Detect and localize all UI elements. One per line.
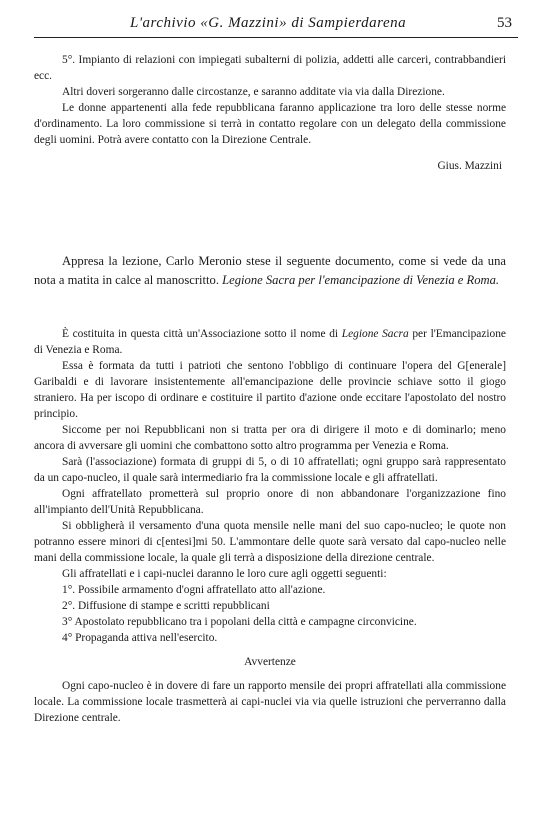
signature: Gius. Mazzini <box>437 160 502 172</box>
document-body <box>34 326 506 726</box>
paragraph: Sarà (l'associazione) formata di gruppi di 5, o di 10 affratellati; ogni gruppo sarà rappresentato da un capo-nucleo, il quale sarà intermediario fra la commissione locale e gli affratellati. <box>34 456 506 484</box>
paragraph: Gli affratellati e i capi-nuclei daranno le loro cure agli oggetti seguenti: <box>62 568 387 580</box>
paragraph: Altri doveri sorgeranno dalle circostanze, e saranno additate via via dalla Direzione. <box>62 86 445 98</box>
running-title: L'archivio «G. Mazzini» di Sampierdarena <box>130 15 407 31</box>
paragraph: Ogni capo-nucleo è in dovere di fare un rapporto mensile dei propri affratellati alla commissione locale. La commissione locale trasmetterà ai capi-nuclei via via quelle istruzioni che perverranno dalla Direzione centrale. <box>34 680 506 724</box>
item-5: 5°. Impianto di relazioni con impiegati subalterni di polizia, addetti alle carceri, contrabbandieri ecc. <box>34 54 506 82</box>
paragraph: Siccome per noi Repubblicani non si tratta per ora di dirigere il moto e di dominarlo; meno ancora di avversare gli uomini che combattono sotto altro programma per Venezia e Roma. <box>34 424 506 452</box>
list-item: 3° Apostolato repubblicano tra i popolani della città e campagne circonvicine. <box>62 616 417 628</box>
running-header <box>34 15 518 38</box>
section-heading: Avvertenze <box>244 656 296 668</box>
paragraph: Le donne appartenenti alla fede repubblicana faranno applicazione tra loro delle stesse norme d'ordinamento. La loro commissione si terrà in contatto regolare con un delegato della commissione degli uomini. Potrà avere contatto con la Direzione Centrale. <box>34 102 506 146</box>
list-item: 2°. Diffusione di stampe e scritti repubblicani <box>62 600 270 612</box>
intro-paragraph <box>34 252 506 290</box>
paragraph: Ogni affratellato prometterà sul proprio onore di non abbandonare l'organizzazione fino all'impianto dell'Unità Repubblicana. <box>34 488 506 516</box>
paragraph: Si obbligherà il versamento d'una quota mensile nelle mani del suo capo-nucleo; le quote non potranno essere minori di c[entesi]mi 50. L'ammontare delle quote sarà versato dal capo-nucleo nelle mani della commissione locale, la quale gli terrà a disposizione della direzione centrale. <box>34 520 506 564</box>
document-title: Legione Sacra per l'emancipazione di Venezia e Roma. <box>222 273 500 287</box>
list-item: 1°. Possibile armamento d'ogni affratellato atto all'azione. <box>62 584 326 596</box>
intro-text: Appresa la lezione, Carlo Meronio stese il seguente documento, come si vede da una nota a matita in calce al manoscritto. Legione Sacra per l'emancipazione di Venezia e Roma. <box>34 254 506 287</box>
letter-ending <box>34 52 506 174</box>
paragraph: È costituita in questa città un'Associazione sotto il nome di Legione Sacra per l'Emancipazione di Venezia e Roma. <box>34 328 506 356</box>
page-number: 53 <box>497 15 512 31</box>
list-item: 4° Propaganda attiva nell'esercito. <box>62 632 218 644</box>
paragraph: Essa è formata da tutti i patrioti che sentono l'obbligo di continuare l'opera del G[enerale] Garibaldi e di lavorare insistentemente all'emancipazione delle provincie schiave sotto il giogo straniero. Ha per iscopo di ordinare e costituire il partito d'azione onde eccitare l'apostolato del nostro principio. <box>34 360 506 420</box>
